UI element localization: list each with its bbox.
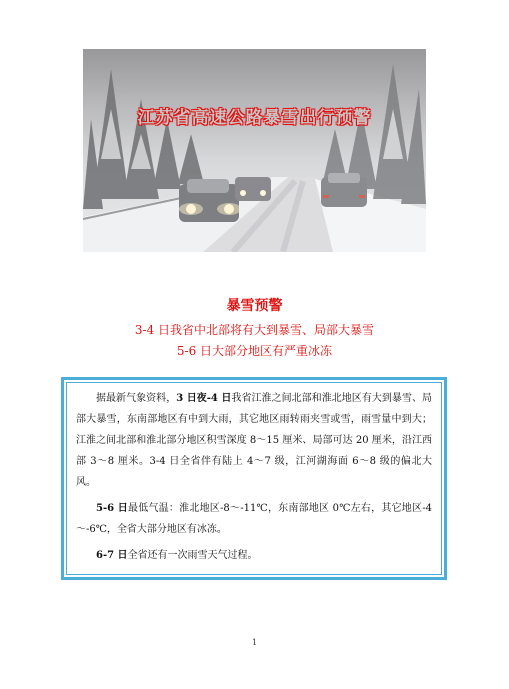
subheading-1: 3-4 日我省中北部将有大到暴雪、局部大暴雪 bbox=[134, 323, 375, 337]
p3-text: 全省还有一次雨雪天气过程。 bbox=[127, 550, 258, 561]
hero-title: 江苏省高速公路暴雪出行预警 bbox=[137, 108, 372, 128]
page-number: 1 bbox=[251, 638, 258, 647]
heading-block bbox=[0, 297, 509, 362]
subheading-2: 5-6 日大部分地区有严重冰冻 bbox=[176, 344, 333, 358]
snowy-highway-illustration bbox=[83, 49, 426, 252]
paragraph-2 bbox=[76, 498, 432, 540]
forecast-box bbox=[61, 377, 447, 580]
paragraph-3 bbox=[76, 545, 432, 566]
forecast-box-inner bbox=[66, 382, 442, 575]
main-heading: 暴雪预警 bbox=[226, 298, 283, 314]
p1-date: 3 日夜-4 日 bbox=[176, 393, 232, 404]
paragraph-1 bbox=[76, 388, 432, 493]
p2-text: 最低气温：淮北地区-8～-11℃，东南部地区 0℃左右，其它地区-4～-6℃，全省大部分地区有冰冻。 bbox=[76, 503, 432, 535]
hero-photo bbox=[83, 49, 426, 252]
p3-date: 6-7 日 bbox=[96, 550, 128, 561]
p1-intro: 据最新气象资料， bbox=[96, 393, 177, 404]
p1-text: 我省江淮之间北部和淮北地区有大到暴雪、局部大暴雪，东南部地区有中到大雨，其它地区雨转雨夹雪或雪，雨雪量中到大；江淮之间北部和淮北部分地区积雪深度 8～15 厘米、局部可达 20 厘米，沿江西部 3～8 厘米。3-4 日全省伴有陆上 4～7 级，江河湖海面 6～8 级的偏北大风。 bbox=[76, 393, 433, 488]
p2-date: 5-6 日 bbox=[96, 503, 128, 514]
